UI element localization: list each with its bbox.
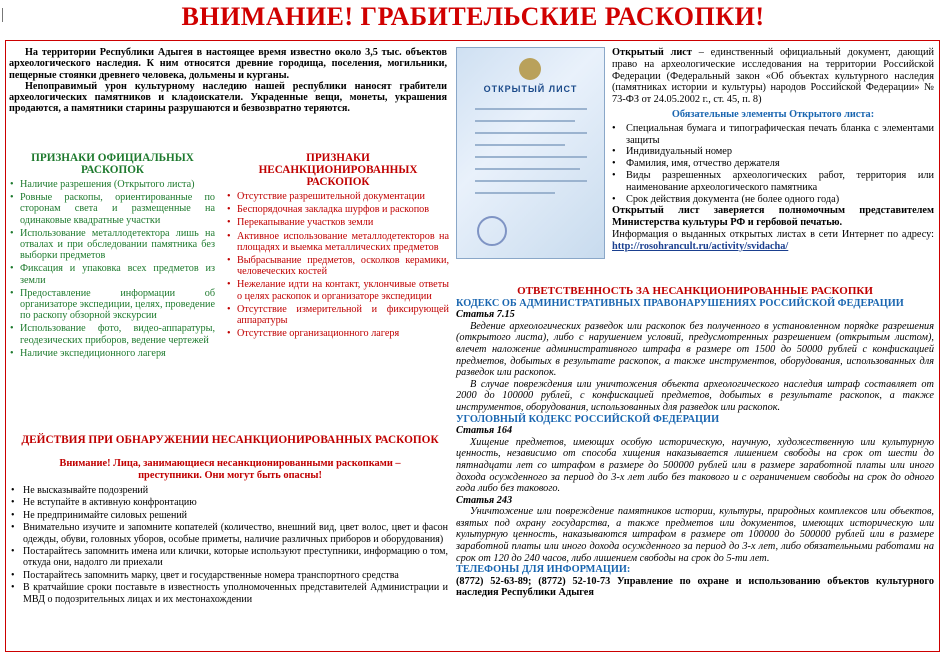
open-list-elements-list [612,123,934,206]
coat-of-arms-icon [519,58,541,80]
official-signs-section [10,152,215,361]
list-item-text: Специальная бумага и типографическая печать бланка с элементами защиты [626,122,934,146]
list-item-text: Беспорядочная закладка шурфов и раскопов [237,204,430,216]
official-signs-list [10,179,215,359]
official-sign-item [10,228,215,262]
open-list-certified: Открытый лист заверяется полномочным представителем Министерства культуры РФ и гербовой печатью. [612,205,934,229]
official-sign-item [10,288,215,322]
document-line [475,132,587,134]
illegal-sign-item [227,255,449,277]
official-sign-item [10,179,215,190]
illegal-sign-item [227,217,449,228]
open-list-link[interactable]: http://rosohrancult.ru/activity/svidacha/ [612,240,789,252]
article-7-15-text-2: В случае повреждения или уничтожения объекта археологического наследия штраф составляет от 2000 до 100000 рублей, с конфискацией предметов, добытых в результате раскопок, а также инструментов, оборудования, использованных для разведок или раскопок. [456,378,934,413]
responsibility-heading: ОТВЕТСТВЕННОСТЬ ЗА НЕСАНКЦИОНИРОВАННЫЕ РАСКОПКИ [517,285,873,297]
article-164: Статья 164 [456,425,513,437]
bullet-icon: • [10,192,14,204]
list-item-text: Предоставление информации об организаторе экспедиции, целях, проведение по раскопу обзорной экскурсии [20,287,215,322]
article-243: Статья 243 [456,494,513,506]
list-item-text: Фамилия, имя, отчество держателя [626,158,780,170]
open-list-elements-heading: Обязательные элементы Открытого листа: [671,108,875,120]
open-list-definition: – единственный официальный документ, дающий право на археологические исследования на территории Российской Федерации (Федеральный закон «Об объектах культурного наследия (памятниках истории и культуры) народов Российской Федерации» № 73-ФЗ от 24.05.2002 г., ст. 45, п. 8) [612,47,934,106]
illegal-signs-section [227,152,449,341]
bullet-icon: • [11,569,15,581]
stamp-seal-icon [477,216,507,246]
actions-list [11,485,448,606]
list-item-text: Виды разрешенных археологических работ, территория или наименование археологического памятника [626,169,934,193]
illegal-sign-item [227,191,449,202]
bullet-icon: • [227,217,231,229]
list-item-text: Выбрасывание предметов, осколков керамики, человеческих костей [237,255,449,278]
intro-paragraph-2: Непоправимый урон культурному наследию нашей республики наносят грабители археологических памятников и кладоискатели. Украденные вещи, монеты, украшения продаются, а памятники старины разрушаются и безвозвратно теряются. [9,80,447,115]
list-item-text: Не вступайте в активную конфронтацию [23,497,197,509]
list-item-text: Внимательно изучите и запомните копателей (количество, внешний вид, цвет волос, цвет и фасон одежды, обуви, головных уборов, особые приметы, наличие различных приборов и оборудования) [23,522,448,545]
action-item [11,546,448,569]
open-list-term: Открытый лист [612,47,692,58]
intro-paragraph-1: На территории Республики Адыгея в настоящее время известно около 3,5 тыс. объектов археологического наследия. К ним относятся древние городища, поселения, могильники, пещерные стоянки древнего человека, дольмены и курганы. [9,47,447,81]
document-line [475,108,587,110]
actions-heading: ДЕЙСТВИЯ ПРИ ОБНАРУЖЕНИИ НЕСАНКЦИОНИРОВАННЫХ РАСКОПОК [21,434,439,446]
open-list-element-item [612,170,934,194]
uk-heading: УГОЛОВНЫЙ КОДЕКС РОССИЙСКОЙ ФЕДЕРАЦИИ [456,413,720,425]
list-item-text: Постарайтесь запомнить марку, цвет и государственные номера транспортного средства [23,569,399,581]
official-sign-item [10,263,215,285]
bullet-icon: • [10,179,14,190]
bullet-icon: • [612,122,616,134]
list-item-text: Фиксация и упаковка всех предметов из земли [20,263,215,286]
document-line [475,192,555,194]
phones-text: (8772) 52-63-89; (8772) 52-10-73 Управление по охране и использованию объектов культурного наследия Республики Адыгея [456,575,934,599]
koap-heading: КОДЕКС ОБ АДМИНИСТРАТИВНЫХ ПРАВОНАРУШЕНИЯХ РОССИЙСКОЙ ФЕДЕРАЦИИ [456,297,904,309]
list-item-text: Отсутствие разрешительной документации [237,191,426,202]
list-item-text: Использование фото, видео-аппаратуры, геодезических приборов, ведение чертежей [20,323,215,346]
illegal-sign-item [227,304,449,326]
bullet-icon: • [612,193,616,205]
article-7-15: Статья 7.15 [456,309,515,321]
phones-heading: ТЕЛЕФОНЫ ДЛЯ ИНФОРМАЦИИ: [456,564,631,576]
bullet-icon: • [612,169,616,181]
intro-text [9,47,447,115]
bullet-icon: • [11,582,15,594]
bullet-icon: • [11,485,15,496]
article-7-15-text-1: Ведение археологических разведок или раскопок без полученного в установленном порядке разрешения (открытого листа), либо с нарушением условий, предусмотренных разрешением (открытым листом), влечет наложение административного штрафа в размере от 1500 до 50000 рублей с конфискацией предметов, добытых в результате раскопок, а также инструментов, оборудования, использованных для разведок или раскопок. [456,320,934,379]
document-line [475,168,580,170]
bullet-icon: • [10,323,14,335]
open-list-element-item [612,158,934,170]
document-line [475,144,565,146]
bullet-icon: • [10,287,14,299]
open-list-element-item [612,194,934,206]
action-item [11,497,448,508]
illegal-signs-list [227,191,449,339]
page-title: ВНИМАНИЕ! ГРАБИТЕЛЬСКИЕ РАСКОПКИ! [181,2,765,31]
list-item-text: Перекапывание участков земли [237,217,374,229]
bullet-icon: • [11,546,15,558]
illegal-sign-item [227,279,449,301]
action-item [11,510,448,521]
list-item-text: Отсутствие измерительной и фиксирующей аппаратуры [237,303,449,327]
document-line [475,156,587,158]
bullet-icon: • [227,279,231,291]
action-item [11,570,448,581]
action-item [11,582,448,605]
list-item-text: Наличие экспедиционного лагеря [20,347,166,359]
responsibility-section [456,286,934,599]
official-sign-item [10,192,215,226]
open-list-element-item [612,146,934,158]
actions-warning: Внимание! Лица, занимающиеся несанкционированными раскопками – преступники. Они могут быть опасны! [59,458,401,481]
action-item [11,485,448,496]
bullet-icon: • [227,303,231,315]
list-item-text: Постарайтесь запомнить имена или клички, которые используют преступники, информацию о том, откуда они, надолго ли приехали [23,546,448,569]
bullet-icon: • [10,227,14,239]
article-164-text: Хищение предметов, имеющих особую историческую, научную, художественную или культурную ценность, независимо от способа хищения наказывается лишением свободы на срок от шести до пятнадцати лет со штрафом в размере до 500000 рублей или в размере заработной платы или иного дохода осужденного за период до 3-х лет либо без такового и с ограничением свободы на срок до одного года либо без такового. [456,436,934,495]
bullet-icon: • [612,158,616,170]
document-line [475,120,575,122]
bullet-icon: • [11,509,15,521]
illegal-sign-item [227,231,449,253]
bullet-icon: • [10,263,14,275]
open-list-info-text: Информация о выданных открытых листах в сети Интернет по адресу: [612,228,934,240]
list-item-text: Нежелание идти на контакт, уклончивые ответы о целях раскопок и организаторе экспедиции [237,279,449,302]
document-image-label: ОТКРЫТЫЙ ЛИСТ [483,84,578,94]
illegal-sign-item [227,204,449,215]
illegal-signs-heading: ПРИЗНАКИ НЕСАНКЦИОНИРОВАННЫХ РАСКОПОК [258,152,418,188]
bullet-icon: • [227,328,231,340]
bullet-icon: • [227,230,231,242]
bullet-icon: • [227,255,231,267]
open-list-element-item [612,123,934,147]
list-item-text: Не высказывайте подозрений [23,485,149,496]
list-item-text: Активное использование металлодетекторов на площадях и выемка металлических предметов [237,230,449,253]
open-list-info [612,47,934,253]
official-signs-heading: ПРИЗНАКИ ОФИЦИАЛЬНЫХ РАСКОПОК [31,152,194,176]
list-item-text: Наличие разрешения (Открытого листа) [20,179,195,190]
document-line [475,180,587,182]
official-sign-item [10,348,215,359]
list-item-text: Использование металлодетектора лишь на отвалах и при обследовании памятника без выборки предметов [20,227,215,262]
bullet-icon: • [11,497,15,509]
official-sign-item [10,323,215,345]
list-item-text: Индивидуальный номер [626,146,733,158]
bullet-icon: • [11,522,15,534]
bullet-icon: • [612,146,616,158]
bullet-icon: • [227,191,231,202]
action-item [11,522,448,545]
bullet-icon: • [227,204,231,216]
list-item-text: В кратчайшие сроки поставьте в известность уполномоченных представителей Администрации и МВД о подозрительных лицах и их местонахождении [23,582,448,605]
bullet-icon: • [10,347,14,359]
list-item-text: Не предпринимайте силовых решений [23,509,188,521]
list-item-text: Отсутствие организационного лагеря [237,328,400,340]
open-list-document-image [456,47,605,259]
list-item-text: Ровные раскопы, ориентированные по сторонам света и размещенные на одинаковые квадратные участки [20,192,215,226]
illegal-sign-item [227,328,449,339]
list-item-text: Срок действия документа (не более одного года) [626,193,840,205]
article-243-text: Уничтожение или повреждение памятников истории, культуры, природных комплексов или объектов, взятых под охрану государства, а также предметов или документов, имеющих историческую или культурную ценность, наказываются штрафом в размере от 100000 до 500000 рублей или в размере заработной платы или иного дохода осужденного за период до 3-х лет, либо обязательными работами на срок от 120 до 240 часов, либо лишением свободы на срок до 5-ти лет. [456,506,934,564]
